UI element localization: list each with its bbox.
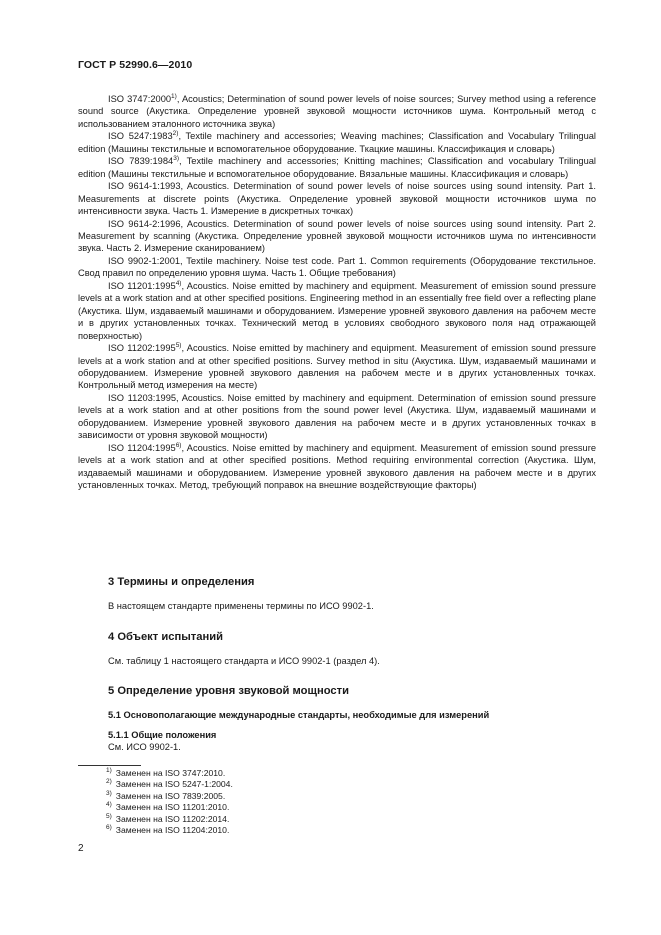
reference-item: ISO 9614-1:1993, Acoustics. Determination of sound power levels of noise sources using sound intensity. Part 1. Measurements at discrete points (Акустика. Определение уровней звуковой мощности источников шума по интенсивности звука. Часть 1. Измерение в дискретных точках) [78, 181, 596, 217]
reference-list [78, 93, 596, 492]
footnote-item: $^{4)}$ Заменен на ISO 11201:2010. [106, 801, 230, 813]
reference-item: ISO 9902-1:2001, Textile machinery. Noise test code. Part 1. Common requirements (Оборудование текстильное. Свод правил по определению уровня шума. Часть 1. Общие требования) [78, 255, 596, 279]
page-number: 2 [78, 843, 84, 854]
footnote-divider [78, 765, 141, 766]
reference-item: ISO 11204:1995$^{6)}$, Acoustics. Noise emitted by machinery and equipment. Measurement of emission sound pressure levels at a work station and at other specified positions. Method requiring environmental correction (Акустика. Шум, издаваемый машинами и оборудованием. Измерение уровней звукового давления на рабочем месте и в других установленных точках. Метод, требующий поправок на внешние воздействующие факторы) [78, 441, 596, 491]
section-5-1-1-heading: 5.1.1 Общие положения [108, 730, 217, 740]
section-4-text: См. таблицу 1 настоящего стандарта и ИСО 9902-1 (раздел 4). [108, 656, 380, 666]
footnote-item: $^{6)}$ Заменен на ISO 11204:2010. [106, 824, 230, 836]
section-3-heading: 3 Термины и определения [108, 576, 255, 588]
section-5-heading: 5 Определение уровня звуковой мощности [108, 685, 349, 697]
footnote-item: $^{2)}$ Заменен на ISO 5247-1:2004. [106, 778, 233, 790]
section-4-heading: 4 Объект испытаний [108, 631, 223, 643]
reference-item: ISO 5247:1983$^{2)}$, Textile machinery and accessories; Weaving machines; Classification and Vocabulary Trilingual edition (Машины текстильные и вспомогательное оборудование. Ткацкие машины. Классификация и словарь) [78, 130, 596, 154]
reference-item: ISO 11203:1995, Acoustics. Noise emitted by machinery and equipment. Determination of emission sound pressure levels at a work station and at other positions from the sound power level (Акустика. Шум, издаваемый машинами и оборудованием. Измерение уровней звукового давления на рабочем месте и в других установленных точках в зависимости от уровня звуковой мощности) [78, 392, 596, 441]
footnote-item: $^{5)}$ Заменен на ISO 11202:2014. [106, 812, 230, 824]
reference-item: ISO 7839:1984$^{3)}$, Textile machinery and accessories; Knitting machines; Classification and vocabulary Trilingual edition (Машины текстильные и вспомогательное оборудование. Вязальные машины. Классификация и словарь) [78, 155, 596, 179]
reference-item: ISO 3747:2000$^{1)}$, Acoustics; Determination of sound power levels of noise sources; Survey method using a reference sound source (Акустика. Определение уровней звуковой мощности источников шума. Контрольный метод с использованием эталонного источника звука) [78, 93, 596, 129]
footnotes [78, 768, 233, 836]
document-header: ГОСТ Р 52990.6—2010 [78, 59, 193, 71]
reference-item: ISO 11202:1995$^{5)}$, Acoustics. Noise emitted by machinery and equipment. Measurement of emission sound pressure levels at a work station and at other specified positions. Survey method in situ (Акустика. Шум, издаваемый машинами и оборудованием. Измерение уровней звукового давления на рабочем месте и в других установленных точках. Контрольный метод измерения на месте) [78, 342, 596, 391]
reference-item: ISO 9614-2:1996, Acoustics. Determination of sound power levels of noise sources using sound intensity. Part 2. Measurement by scanning (Акустика. Определение уровней звуковой мощности источников шума по интенсивности звука. Часть 2. Измерение сканированием) [78, 218, 596, 254]
reference-item: ISO 11201:1995$^{4)}$, Acoustics. Noise emitted by machinery and equipment. Measurement of emission sound pressure levels at a work station and at other specified positions. Engineering method in an essentially free field over a reflecting plane (Акустика. Шум, издаваемый машинами и оборудованием. Измерение уровней звукового давления на рабочем месте и в других установленных точках. Технический метод в условиях свободного звукового поля над отражающей поверхностью) [78, 279, 596, 341]
section-5-1-heading: 5.1 Основополагающие международные стандарты, необходимые для измерений [108, 710, 490, 720]
footnote-item: $^{3)}$ Заменен на ISO 7839:2005. [106, 789, 226, 801]
section-3-text: В настоящем стандарте применены термины по ИСО 9902-1. [108, 601, 374, 611]
footnote-item: $^{1)}$ Заменен на ISO 3747:2010. [106, 767, 226, 778]
section-5-1-1-text: См. ИСО 9902-1. [108, 742, 181, 752]
